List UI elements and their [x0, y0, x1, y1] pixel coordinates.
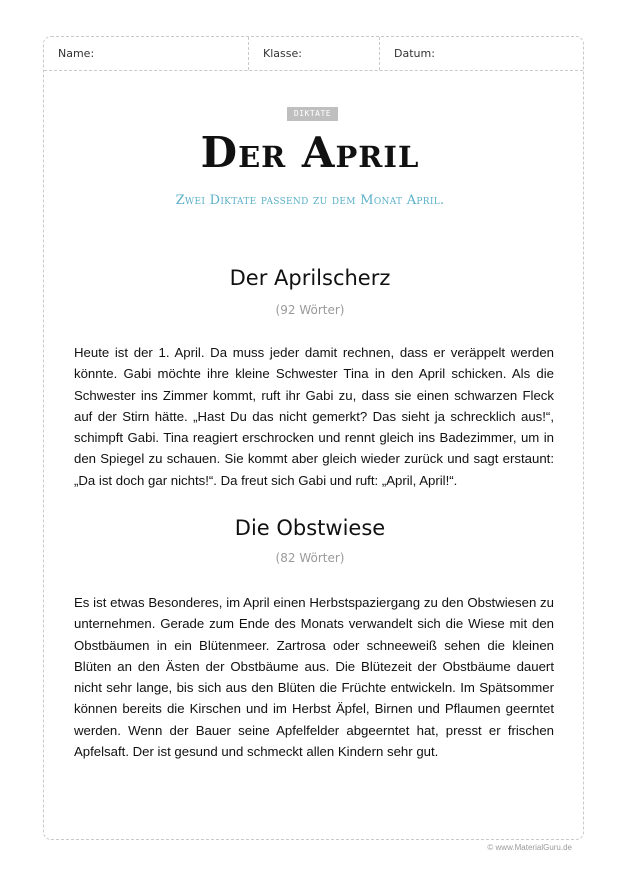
- datum-label: Datum:: [394, 47, 435, 60]
- dictation-text-aprilscherz: Heute ist der 1. April. Da muss jeder damit rechnen, dass er veräppelt werden könnte. Gabi möchte ihre kleine Schwester Tina in den April schicken. Als die Schwester ins Zimmer kommt, ruft ihr Gabi zu, dass sie einen schwarzen Fleck auf der Stirn hätte. „Hast Du das nicht gemerkt? Das sieht ja schrecklich aus!“, schimpft Gabi. Tina reagiert erschrocken und rennt gleich ins Badezimmer, um in den Spiegel zu schauen. Sie kommt aber gleich wieder zurück und sagt erstaunt: „Da ist doch gar nichts!“. Da freut sich Gabi und ruft: „April, April!“.: [74, 345, 554, 488]
- header-fields: [44, 37, 583, 71]
- klasse-label: Klasse:: [263, 47, 302, 60]
- datum-field[interactable]: [380, 37, 583, 70]
- klasse-field[interactable]: [249, 37, 380, 70]
- page-title: Der April: [200, 128, 420, 177]
- copyright-footer: © www.MaterialGuru.de: [487, 843, 572, 852]
- section-title-aprilscherz: Der Aprilscherz: [229, 266, 391, 290]
- category-badge: DIKTATE: [287, 107, 338, 121]
- name-label: Name:: [58, 47, 95, 60]
- word-count-aprilscherz: (92 Wörter): [275, 303, 345, 317]
- section-title-obstwiese: Die Obstwiese: [234, 516, 386, 540]
- dictation-text-obstwiese: Es ist etwas Besonderes, im April einen Herbstspaziergang zu den Obstwiesen zu unternehmen. Gerade zum Ende des Monats verwandelt sich die Wiese mit den Obstbäumen in ein Blütenmeer. Zartrosa oder schneeweiß sehen die kleinen Blüten an den Ästen der Obstbäume aus. Die Blütezeit der Obstbäume dauert nicht sehr lange, bis sich aus den Blüten die Früchte entwickeln. Im Spätsommer können bereits die Kirschen und im Herbst Äpfel, Birnen und Pflaumen geerntet werden. Wenn der Bauer seine Apfelfelder abgeerntet hat, presst er frischen Apfelsaft. Der ist gesund und schmeckt allen Kindern sehr gut.: [74, 595, 554, 760]
- word-count-obstwiese: (82 Wörter): [275, 551, 345, 565]
- name-field[interactable]: [44, 37, 249, 70]
- page-subtitle: Zwei Diktate passend zu dem Monat April.: [175, 193, 445, 208]
